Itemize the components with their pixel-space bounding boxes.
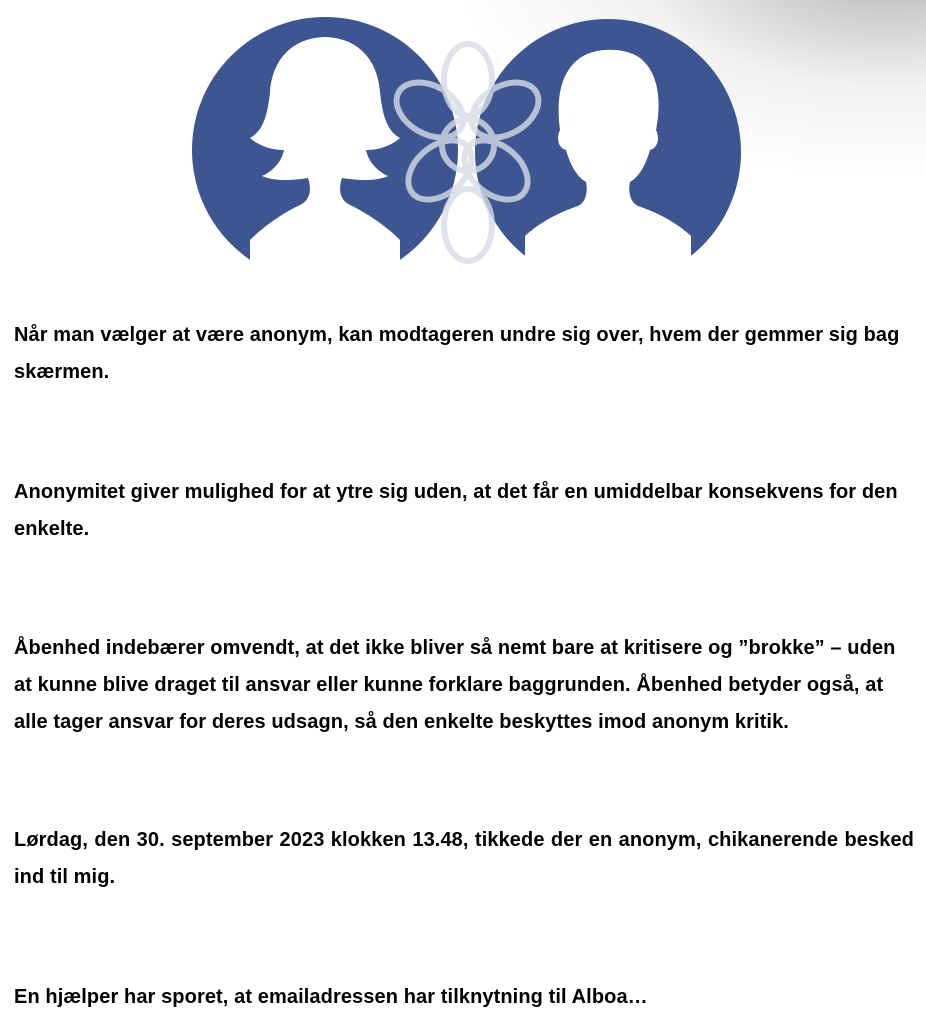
article-paragraph-4: Lørdag, den 30. september 2023 klokken 13.48, tikkede der en anonym, chikanerende besked ind til mig. [14,829,914,888]
avatar-illustration [0,0,926,300]
hero-image [0,0,926,300]
article-paragraph-1: Når man vælger at være anonym, kan modtageren undre sig over, hvem der gemmer sig bag skærmen. [14,324,900,383]
article-paragraph-3: Åbenhed indebærer omvendt, at det ikke bliver så nemt bare at kritisere og ”brokke” – uden at kunne blive draget til ansvar eller kunne forklare baggrunden. Åbenhed betyder også, at alle tager ansvar for deres udsagn, så den enkelte beskyttes imod anonym kritik. [14,637,896,733]
article-paragraph-2: Anonymitet giver mulighed for at ytre sig uden, at det får en umiddelbar konsekvens for den enkelte. [14,481,898,540]
female-silhouette-icon [192,17,458,283]
article-paragraph-5: En hjælper har sporet, at emailadressen har tilknytning til Alboa… [14,986,648,1008]
